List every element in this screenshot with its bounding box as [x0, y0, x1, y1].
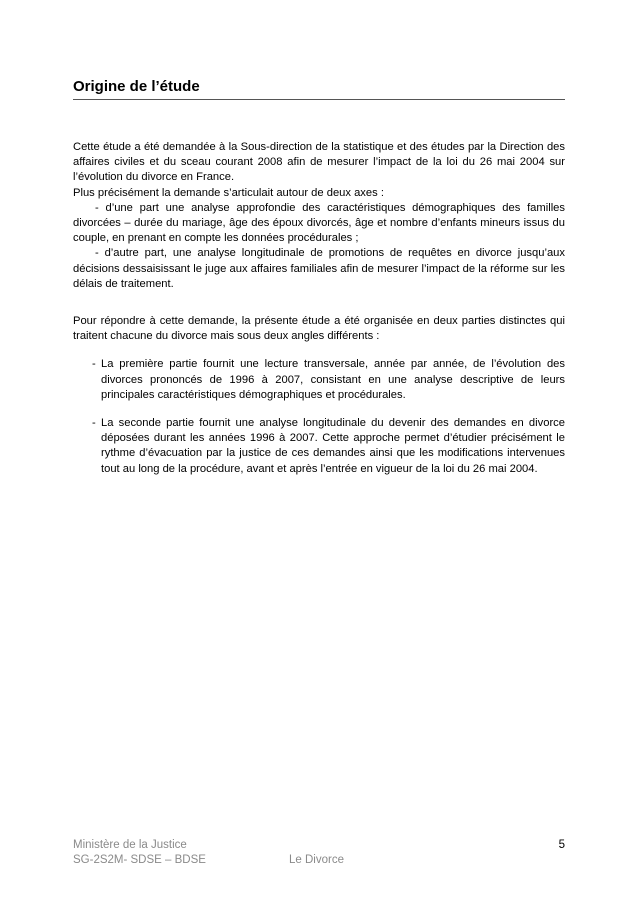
axis-two-paragraph: - d’autre part, une analyse longitudinale de promotions de requêtes en divorce jusqu’aux décisions dessaisissant le juge aux affaires familiales afin de mesurer l’impact de la réforme sur les délais de traitement. — [73, 247, 565, 290]
list-dash-marker: - — [92, 417, 96, 430]
intro-paragraph: Cette étude a été demandée à la Sous-direction de la statistique et des études par la Direction des affaires civiles et du sceau courant 2008 afin de mesurer l’impact de la loi du 26 mai 2004 sur l’évolution du divorce en France. — [73, 141, 565, 184]
parts-list — [73, 357, 565, 476]
document-body — [73, 140, 565, 477]
footer-ministry: Ministère de la Justice — [73, 839, 187, 851]
page-number: 5 — [558, 839, 565, 851]
response-paragraph: Pour répondre à cette demande, la présente étude a été organisée en deux parties distinctes qui traitent chacune du divorce mais sous deux angles différents : — [73, 315, 565, 343]
list-item — [92, 357, 565, 403]
page-title: Origine de l’étude — [73, 78, 200, 95]
axes-intro-paragraph: Plus précisément la demande s’articulait autour de deux axes : — [73, 186, 384, 199]
list-item-text: La première partie fournit une lecture transversale, année par année, de l’évolution des divorces prononcés de 1996 à 2007, consistant en une analyse descriptive de leurs principales caractéristiques démographiques et procédurales. — [101, 358, 565, 401]
footer-line-one — [73, 839, 565, 851]
list-item-text: La seconde partie fournit une analyse longitudinale du devenir des demandes en divorce déposées durant les années 1996 à 2007. Cette approche permet d’étudier précisément le rythme d’évacuation par la justice de ces demandes ainsi que les modifications intervenues tout au long de la procédure, avant et après l’entrée en vigueur de la loi du 26 mai 2004. — [101, 417, 565, 475]
paragraph-spacer — [73, 292, 565, 314]
axis-one-paragraph: - d’une part une analyse approfondie des caractéristiques démographiques des familles divorcées – durée du mariage, âge des époux divorcés, âge et nombre d’enfants mineurs issus du couple, en prenant en compte les données procédurales ; — [73, 201, 565, 245]
footer-department: SG-2S2M- SDSE – BDSE — [73, 854, 206, 866]
list-dash-marker: - — [92, 358, 96, 371]
title-underline — [73, 99, 565, 100]
footer-document-title: Le Divorce — [289, 854, 344, 866]
footer-line-two — [73, 854, 565, 866]
list-item — [92, 416, 565, 477]
